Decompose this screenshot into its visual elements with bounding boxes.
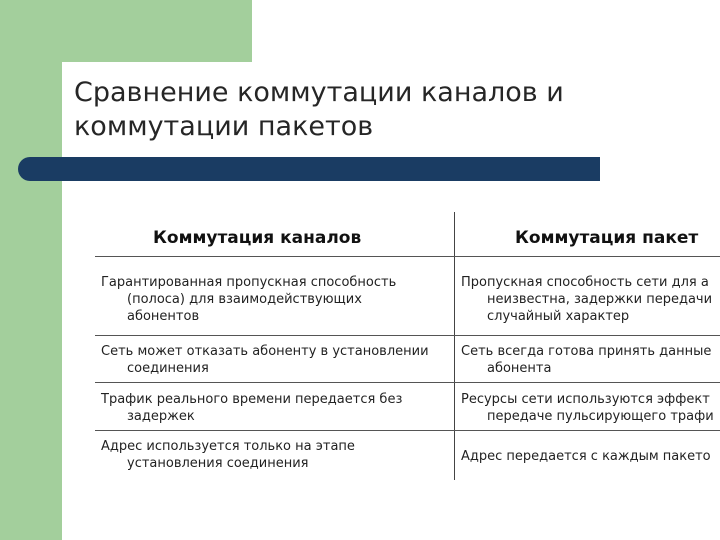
table-cell-row3-left [101, 391, 447, 425]
table-cell-row1-right [461, 274, 720, 325]
cell-text: Сеть может отказать абоненту в установлении [101, 344, 429, 359]
table-cell-row3-right [461, 391, 720, 425]
decorative-side-bar [0, 0, 62, 540]
cell-text: неизвестна, задержки передачи [487, 292, 713, 307]
table-cell-row2-right [461, 343, 720, 377]
decorative-top-block [0, 0, 252, 62]
table-cell-row4-right [461, 448, 720, 465]
table-cell-row1-left [101, 274, 447, 325]
row-divider [95, 382, 720, 383]
cell-text: (полоса) для взаимодействующих [127, 292, 362, 307]
slide-title-line-2: коммутации пакетов [74, 111, 374, 142]
cell-text: установления соединения [127, 456, 309, 471]
column-divider [454, 212, 455, 480]
cell-text: абонентов [127, 309, 200, 324]
slide-title-line-1: Сравнение коммутации каналов и [74, 77, 564, 108]
cell-text: Адрес передается с каждым пакето [461, 449, 711, 464]
slide-title [74, 76, 674, 144]
cell-text: задержек [127, 409, 195, 424]
comparison-table [95, 212, 720, 480]
header-circuit-switching: Коммутация каналов [153, 228, 362, 248]
cell-text: случайный характер [487, 309, 630, 324]
row-divider [95, 430, 720, 431]
title-rule-bar [18, 157, 600, 181]
cell-text: соединения [127, 361, 209, 376]
row-divider [95, 335, 720, 336]
cell-text: Трафик реального времени передается без [101, 392, 403, 407]
cell-text: Ресурсы сети используются эффект [461, 392, 710, 407]
table-cell-row2-left [101, 343, 447, 377]
cell-text: Гарантированная пропускная способность [101, 275, 397, 290]
cell-text: Сеть всегда готова принять данные [461, 344, 712, 359]
table-cell-row4-left [101, 438, 447, 472]
header-packet-switching: Коммутация пакет [515, 228, 699, 248]
cell-text: Адрес используется только на этапе [101, 439, 355, 454]
cell-text: Пропускная способность сети для а [461, 275, 709, 290]
cell-text: передаче пульсирующего трафи [487, 409, 714, 424]
row-divider [95, 256, 720, 257]
cell-text: абонента [487, 361, 552, 376]
